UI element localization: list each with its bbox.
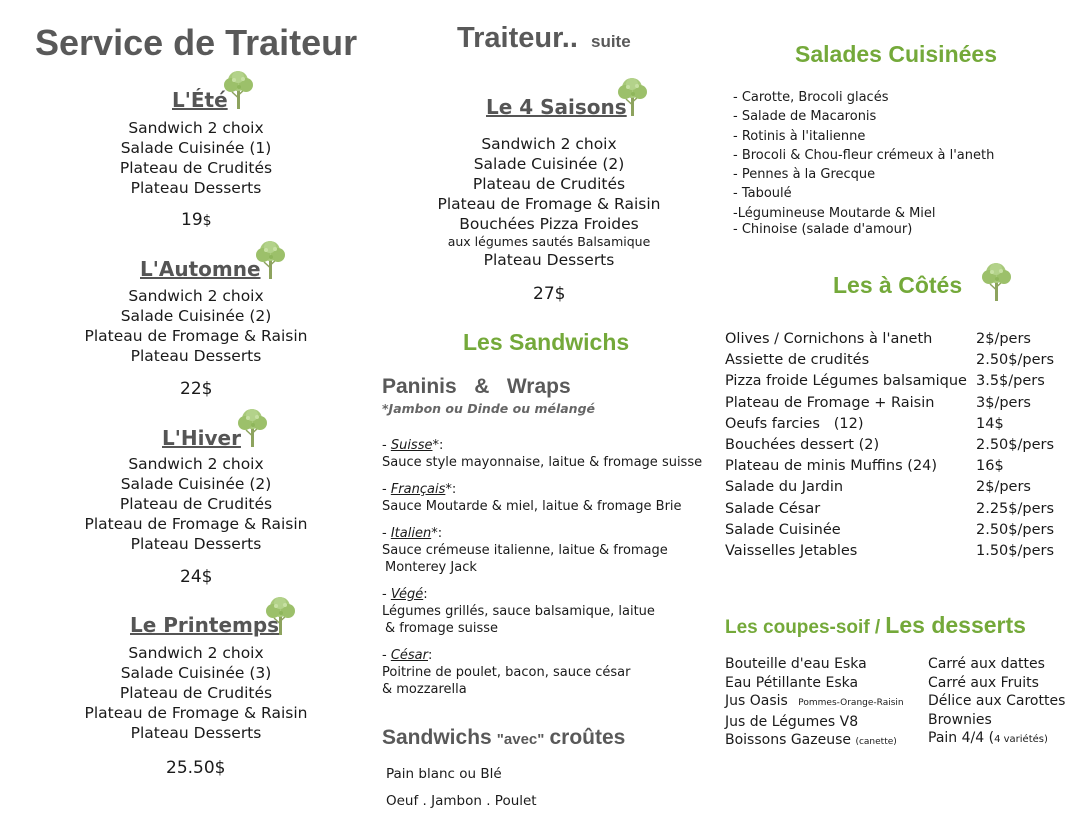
list-item: - Brocoli & Chou-fleur crémeux à l'aneth xyxy=(733,147,995,163)
panini-francais: - Français*: Sauce Moutarde & miel, laitue & fromage Brie xyxy=(382,482,682,514)
list-item: Salade Cuisinée (2) xyxy=(120,307,272,325)
drink-item: Boissons Gazeuse xyxy=(725,732,851,748)
list-item: Plateau de Fromage + Raisin xyxy=(725,394,935,411)
dessert-item: Brownies xyxy=(928,711,992,728)
croutes-heading xyxy=(382,726,625,750)
list-item-note: aux légumes sautés Balsamique xyxy=(447,234,651,249)
package-printemps-price: 25.50$ xyxy=(166,758,226,778)
item-price: 3.5$/pers xyxy=(976,373,1045,390)
list-item: Plateau de Crudités xyxy=(472,175,626,193)
panini-desc: Sauce Moutarde & miel, laitue & fromage Brie xyxy=(382,499,682,514)
salades-list xyxy=(733,88,994,239)
panini-desc: & fromage suisse xyxy=(385,621,499,636)
panini-name: Végé xyxy=(390,587,424,602)
item-price: 14$ xyxy=(976,415,1004,432)
dessert-note: 4 variétés) xyxy=(994,734,1048,745)
list-item: Plateau de minis Muffins (24) xyxy=(725,458,938,475)
list-item: - Taboulé xyxy=(733,186,792,202)
package-hiver-items xyxy=(66,454,326,554)
panini-cesar: - César: Poitrine de poulet, bacon, sauce césar & mozzarella xyxy=(382,648,631,697)
tree-icon xyxy=(980,262,1014,302)
price-value: 19 xyxy=(181,210,203,230)
package-automne-price: 22$ xyxy=(180,379,213,399)
list-item: Plateau de Fromage & Raisin xyxy=(84,515,308,533)
tree-icon xyxy=(254,240,288,280)
list-item: Plateau de Crudités xyxy=(119,159,273,177)
list-item: Plateau Desserts xyxy=(130,724,262,742)
package-automne-title: L'Automne xyxy=(140,257,261,281)
list-item: Salade Cuisinée (1) xyxy=(120,139,272,157)
salades-heading: Salades Cuisinées xyxy=(795,41,997,67)
panini-desc: Poitrine de poulet, bacon, sauce césar xyxy=(382,665,631,680)
sandwichs-heading: Les Sandwichs xyxy=(463,329,630,355)
package-ete-title: L'Été xyxy=(172,88,228,112)
item-price: 2.50$/pers xyxy=(976,437,1055,454)
tree-icon xyxy=(222,70,256,110)
list-item: Sandwich 2 choix xyxy=(128,644,264,662)
package-hiver-title: L'Hiver xyxy=(162,426,241,450)
list-item: Sandwich 2 choix xyxy=(481,135,617,153)
drinks-list xyxy=(725,655,904,752)
list-item: Vaisselles Jetables xyxy=(725,543,858,560)
dessert-item: Pain 4/4 xyxy=(928,730,985,746)
list-item: Sandwich 2 choix xyxy=(128,455,264,473)
croutes-heading-c: croûtes xyxy=(549,726,626,749)
package-printemps-items xyxy=(66,643,326,743)
cotes-prices xyxy=(976,329,1054,562)
list-item: Sandwich 2 choix xyxy=(128,287,264,305)
drink-item: Jus de Légumes V8 xyxy=(725,713,859,730)
croutes-line: Oeuf . Jambon . Poulet xyxy=(386,793,537,809)
panini-name: Français xyxy=(390,482,446,497)
package-hiver-price: 24$ xyxy=(180,567,213,587)
item-price: 2$/pers xyxy=(976,479,1031,496)
list-item: Plateau de Fromage & Raisin xyxy=(84,704,308,722)
panini-desc: Légumes grillés, sauce balsamique, laitue xyxy=(382,604,655,619)
list-item: Plateau Desserts xyxy=(483,251,615,269)
panini-desc: Sauce crémeuse italienne, laitue & fromage xyxy=(382,543,668,558)
drink-item: Jus Oasis xyxy=(725,693,788,709)
page-title: Service de Traiteur xyxy=(35,22,358,63)
package-automne-items xyxy=(66,286,326,366)
panini-desc: & mozzarella xyxy=(382,682,467,697)
dessert-item: Carré aux Fruits xyxy=(928,674,1039,691)
panini-name: César xyxy=(390,648,428,663)
item-price: 1.50$/pers xyxy=(976,543,1055,560)
package-ete-items xyxy=(66,118,326,198)
list-item: Olives / Cornichons à l'aneth xyxy=(725,331,933,347)
panini-italien: - Italien*: Sauce crémeuse italienne, laitue & fromage Monterey Jack xyxy=(382,526,668,575)
package-saisons-items xyxy=(418,134,680,270)
list-item: -Légumineuse Moutarde & Miel xyxy=(733,205,936,221)
cotes-heading: Les à Côtés xyxy=(833,272,963,298)
drinks-desserts-heading xyxy=(725,612,1026,639)
panini-suffix: *: xyxy=(432,438,444,453)
package-printemps-title: Le Printemps xyxy=(130,613,280,637)
list-item: Bouchées Pizza Froides xyxy=(459,215,639,233)
list-item: Assiette de crudités xyxy=(725,352,870,369)
desserts-list: Carré aux dattes Carré aux Fruits Délice aux Carottes Brownies Pain 4/4 (4 variétés) xyxy=(928,656,1066,746)
tree-icon xyxy=(616,77,650,117)
item-price: 2$/pers xyxy=(976,331,1031,347)
panini-suffix: *: xyxy=(445,482,457,497)
panini-vege: - Végé: Légumes grillés, sauce balsamique, laitue & fromage suisse xyxy=(382,587,655,636)
list-item: Salade Cuisinée (2) xyxy=(120,475,272,493)
list-item: Salade Cuisinée xyxy=(725,521,841,538)
cotes-items xyxy=(725,329,967,562)
croutes-line: Pain blanc ou Blé xyxy=(386,766,502,782)
item-price: 2.50$/pers xyxy=(976,521,1055,538)
middle-title-suffix: suite xyxy=(590,32,631,51)
item-price: 3$/pers xyxy=(976,394,1031,411)
paninis-heading: Paninis & Wraps xyxy=(382,375,571,398)
panini-desc: Monterey Jack xyxy=(385,560,477,575)
list-item: Pizza froide Légumes balsamique xyxy=(725,373,967,390)
item-price: 2.25$/pers xyxy=(976,500,1055,517)
tree-icon xyxy=(264,596,298,636)
list-item: - Pennes à la Grecque xyxy=(733,167,876,183)
list-item: Oeufs farcies (12) xyxy=(725,415,864,432)
panini-suffix: : xyxy=(423,587,428,602)
list-item: Plateau de Crudités xyxy=(119,684,273,702)
item-price: 16$ xyxy=(976,458,1004,475)
panini-name: Italien xyxy=(390,526,432,541)
package-saisons-title: Le 4 Saisons xyxy=(486,95,627,119)
tree-icon xyxy=(236,408,270,448)
list-item: - Chinoise (salade d'amour) xyxy=(733,222,913,238)
list-item: Plateau Desserts xyxy=(130,347,262,365)
package-ete-price xyxy=(181,210,212,230)
list-item: Bouchées dessert (2) xyxy=(725,437,880,454)
panini-desc: Sauce style mayonnaise, laitue & fromage suisse xyxy=(382,455,703,470)
drink-item: Bouteille d'eau Eska xyxy=(725,656,867,672)
list-item: Plateau de Fromage & Raisin xyxy=(437,195,661,213)
drink-note: (canette) xyxy=(855,737,897,747)
drink-note: Pommes-Orange-Raisin xyxy=(798,698,904,708)
middle-title xyxy=(457,22,631,55)
list-item: Salade César xyxy=(725,500,821,517)
list-item: - Rotinis à l'italienne xyxy=(733,128,866,144)
list-item: Salade Cuisinée (3) xyxy=(120,664,272,682)
panini-suisse: - Suisse*: Sauce style mayonnaise, laitue & fromage suisse xyxy=(382,438,703,470)
croutes-heading-b: "avec" xyxy=(496,731,545,748)
panini-suffix: *: xyxy=(431,526,443,541)
desserts-heading: Les desserts xyxy=(885,612,1026,638)
list-item: - Salade de Macaronis xyxy=(733,109,877,125)
drinks-heading: Les coupes-soif / xyxy=(725,617,881,638)
dessert-item: Carré aux dattes xyxy=(928,656,1045,672)
list-item: Sandwich 2 choix xyxy=(128,119,264,137)
item-price: 2.50$/pers xyxy=(976,352,1055,369)
drink-item: Eau Pétillante Eska xyxy=(725,674,859,691)
list-item: - Carotte, Brocoli glacés xyxy=(733,90,889,105)
panini-suffix: : xyxy=(428,648,433,663)
list-item: Salade Cuisinée (2) xyxy=(473,155,625,173)
package-saisons-price: 27$ xyxy=(533,284,566,304)
price-unit: $ xyxy=(202,213,212,229)
dessert-item: Délice aux Carottes xyxy=(928,693,1066,709)
list-item: Plateau de Fromage & Raisin xyxy=(84,327,308,345)
list-item: Plateau Desserts xyxy=(130,179,262,197)
paninis-note: *Jambon ou Dinde ou mélangé xyxy=(382,401,595,416)
list-item: Plateau de Crudités xyxy=(119,495,273,513)
panini-name: Suisse xyxy=(390,438,433,453)
croutes-heading-a: Sandwichs xyxy=(382,726,492,749)
list-item: Salade du Jardin xyxy=(725,479,844,496)
list-item: Plateau Desserts xyxy=(130,535,262,553)
middle-title-main: Traiteur.. xyxy=(457,22,578,54)
